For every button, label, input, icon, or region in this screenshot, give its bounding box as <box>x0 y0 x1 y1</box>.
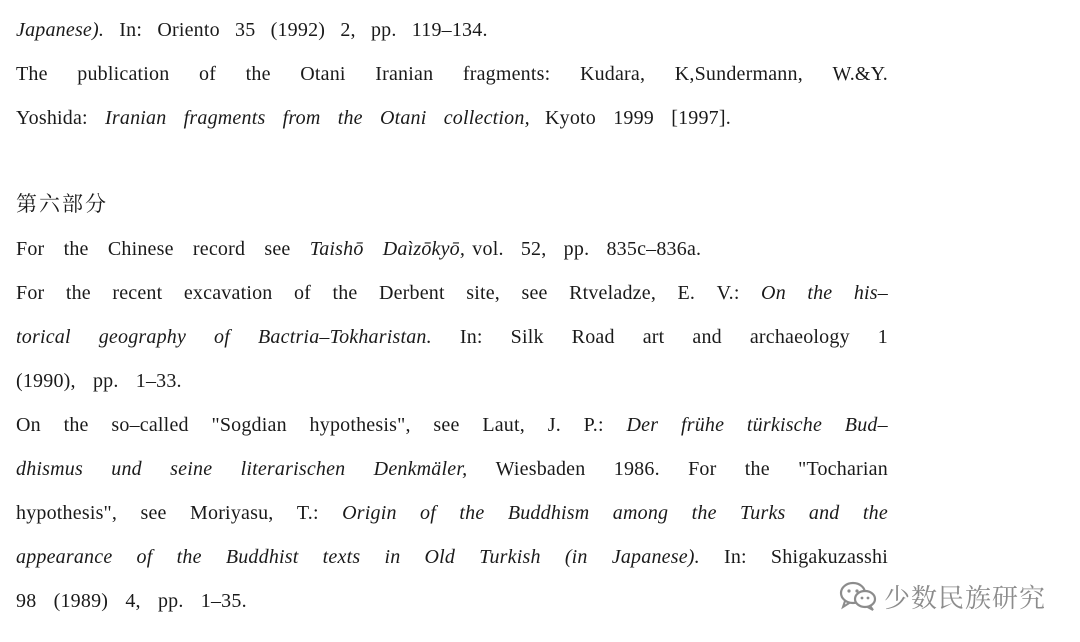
word: hypothesis", <box>16 502 118 524</box>
word: so–called <box>111 414 189 436</box>
word: fragments: <box>462 63 551 85</box>
word: the <box>176 546 202 568</box>
word: the <box>807 282 833 304</box>
word: the <box>245 63 271 85</box>
word: hypothesis", <box>309 414 411 436</box>
word: collection, <box>443 107 530 129</box>
word: türkische <box>746 414 823 436</box>
word: the <box>744 458 770 480</box>
word: Buddhist <box>225 546 299 568</box>
word: the <box>691 502 717 524</box>
text-line <box>16 498 888 528</box>
word: Turkish <box>479 546 541 568</box>
word: torical <box>16 326 71 348</box>
word: and <box>808 502 840 524</box>
word: Denkmäler, <box>373 458 468 480</box>
text-line <box>16 410 888 440</box>
word: "Sogdian <box>211 414 287 436</box>
word: of <box>136 546 153 568</box>
word: of <box>214 326 231 348</box>
word: T.: <box>296 502 319 524</box>
word: and <box>692 326 722 348</box>
word: Yoshida: <box>16 107 88 129</box>
word: seine <box>170 458 213 480</box>
word: the <box>63 238 89 260</box>
word: 1986. <box>613 458 660 480</box>
word: pp. <box>370 19 397 41</box>
word: the <box>337 107 363 129</box>
word: Daìzōkyō, <box>382 238 466 260</box>
word: Buddhism <box>507 502 590 524</box>
word: among <box>612 502 669 524</box>
word: the <box>332 282 358 304</box>
text-line <box>16 59 888 89</box>
word: 835c–836a. <box>606 238 702 260</box>
wechat-icon <box>838 580 878 612</box>
word: Laut, <box>482 414 525 436</box>
word: art <box>642 326 665 348</box>
word: pp. <box>92 370 119 392</box>
word: recent <box>112 282 163 304</box>
word: In: <box>459 326 483 348</box>
word: 1–33. <box>135 370 182 392</box>
word: Kyoto <box>544 107 596 129</box>
word: record <box>192 238 246 260</box>
word: Silk <box>510 326 544 348</box>
text-line <box>16 15 888 45</box>
word: Chinese <box>107 238 174 260</box>
word: E. <box>677 282 696 304</box>
word: 1999 <box>613 107 654 129</box>
word: Wiesbaden <box>495 458 586 480</box>
text-line <box>16 103 888 133</box>
word: see <box>264 238 291 260</box>
word: 4, <box>125 590 141 612</box>
word: pp. <box>563 238 590 260</box>
word: publication <box>77 63 170 85</box>
word: vol. <box>472 238 504 260</box>
word: Der <box>626 414 659 436</box>
word: Old <box>424 546 456 568</box>
word: "Tocharian <box>798 458 888 480</box>
word: Turks <box>740 502 786 524</box>
text-line <box>16 234 888 264</box>
word: pp. <box>157 590 184 612</box>
word: 35 <box>235 19 256 41</box>
word: 1 <box>877 326 888 348</box>
word: the <box>862 502 888 524</box>
word: Japanese). <box>16 19 105 41</box>
word: (1992) <box>270 19 326 41</box>
word: Iranian <box>105 107 167 129</box>
word: Iranian <box>375 63 434 85</box>
word: P.: <box>583 414 604 436</box>
word: K,Sundermann, <box>674 63 803 85</box>
text-line <box>16 454 888 484</box>
word: the <box>65 282 91 304</box>
text-line <box>16 542 888 572</box>
text-line <box>16 278 888 308</box>
word: geography <box>98 326 187 348</box>
word: Derbent <box>378 282 445 304</box>
word: 119–134. <box>411 19 488 41</box>
word: fragments <box>183 107 266 129</box>
word: frühe <box>680 414 725 436</box>
word: Moriyasu, <box>190 502 274 524</box>
heading-text: 第六部分 <box>16 192 108 216</box>
word: Bud– <box>844 414 888 436</box>
word: Bactria–Tokharistan. <box>258 326 432 348</box>
word: Otani <box>379 107 427 129</box>
word: from <box>282 107 321 129</box>
word: archaeology <box>749 326 850 348</box>
word: see <box>140 502 167 524</box>
word: site, <box>466 282 501 304</box>
watermark <box>838 578 1046 614</box>
word: of <box>293 282 311 304</box>
word: Kudara, <box>579 63 646 85</box>
word: On <box>761 282 786 304</box>
word: In: <box>723 546 747 568</box>
word: und <box>111 458 142 480</box>
word: 98 <box>16 590 37 612</box>
word: V.: <box>716 282 740 304</box>
word: (1989) <box>53 590 109 612</box>
watermark-text: 少数民族研究 <box>884 583 1047 614</box>
word: For <box>16 238 45 260</box>
word: Japanese). <box>611 546 700 568</box>
word: excavation <box>183 282 273 304</box>
word: texts <box>322 546 361 568</box>
word: his– <box>853 282 888 304</box>
text-line <box>16 586 888 616</box>
word: the <box>63 414 89 436</box>
word: appearance <box>16 546 113 568</box>
word: 1–35. <box>200 590 247 612</box>
word: Taishō <box>309 238 364 260</box>
word: (1990), <box>16 370 76 392</box>
word: Oriento <box>157 19 220 41</box>
text-line <box>16 366 888 396</box>
word: in <box>384 546 401 568</box>
word: Otani <box>300 63 346 85</box>
word: (in <box>564 546 588 568</box>
word: The <box>16 63 48 85</box>
word: Origin <box>342 502 397 524</box>
word: 52, <box>520 238 547 260</box>
word: of <box>420 502 437 524</box>
word: W.&Y. <box>832 63 888 85</box>
word: literarischen <box>240 458 346 480</box>
word: On <box>16 414 41 436</box>
word: 2, <box>340 19 356 41</box>
word: Rtveladze, <box>569 282 657 304</box>
word: In: <box>119 19 143 41</box>
word: J. <box>547 414 561 436</box>
word: For <box>16 282 45 304</box>
word: the <box>459 502 485 524</box>
word: dhismus <box>16 458 83 480</box>
word: For <box>688 458 717 480</box>
word: of <box>199 63 217 85</box>
word: [1997]. <box>671 107 731 129</box>
word: Shigakuzasshi <box>770 546 888 568</box>
word: see <box>433 414 460 436</box>
word: Road <box>571 326 615 348</box>
section-heading <box>16 189 888 219</box>
text-line <box>16 322 888 352</box>
word: see <box>521 282 548 304</box>
